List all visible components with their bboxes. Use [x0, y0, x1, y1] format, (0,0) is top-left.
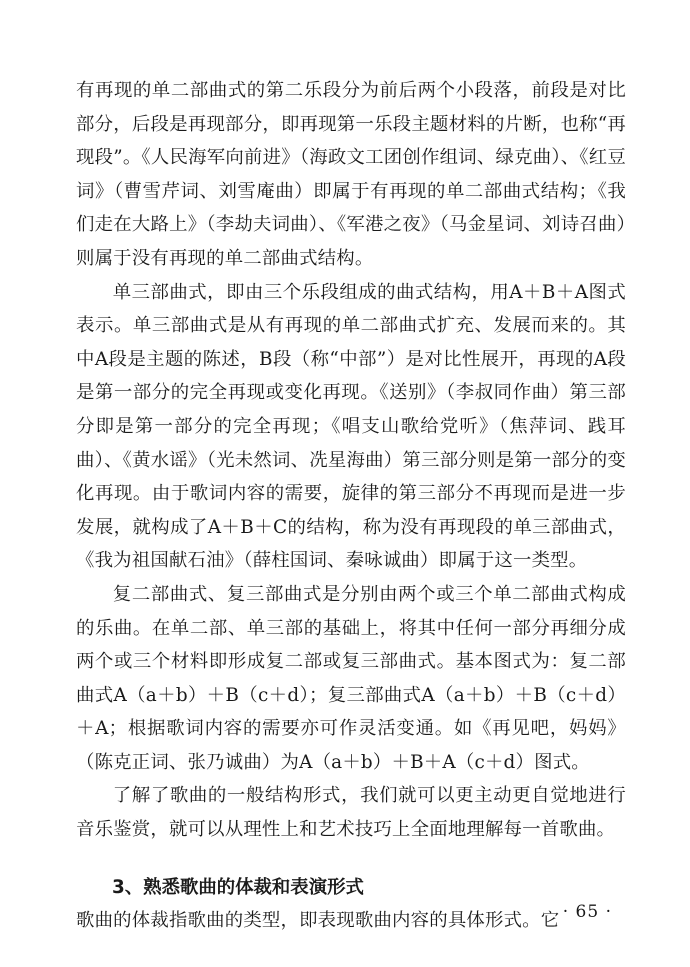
paragraph-3: 复二部曲式、复三部曲式是分别由两个或三个单二部曲式构成的乐曲。在单二部、单三部的基础上，将其中任何一部分再细分成两个或三个材料即形成复二部或复三部曲式。基本图式为：复二部曲式A（a＋b）＋B（c＋d）；复三部曲式A（a＋b）＋B（c＋d）＋A；根据歌词内容的需要亦可作灵活变通。如《再见吧，妈妈》（陈克正词、张乃诚曲）为A（a＋b）＋B＋A（c＋d）图式。 — [76, 583, 626, 773]
paragraph-1: 有再现的单二部曲式的第二乐段分为前后两个小段落，前段是对比部分，后段是再现部分，即再现第一乐段主题材料的片断，也称“再现段”。《人民海军向前进》（海政文工团创作组词、绿克曲）、《红豆词》（曹雪芹词、刘雪庵曲）即属于有再现的单二部曲式结构；《我们走在大路上》（李劫夫词曲）、《军港之夜》（马金星词、刘诗召曲）则属于没有再现的单二部曲式结构。 — [76, 80, 626, 269]
body-text — [76, 74, 626, 938]
paragraph-4: 了解了歌曲的一般结构形式，我们就可以更主动更自觉地进行音乐鉴赏，就可以从理性上和艺术技巧上全面地理解每一首歌曲。 — [76, 785, 626, 841]
final-paragraph: 歌曲的体裁指歌曲的类型，即表现歌曲内容的具体形式。它 — [76, 910, 560, 932]
page-number: · 65 · — [562, 902, 612, 922]
paragraph-2: 单三部曲式，即由三个乐段组成的曲式结构，用A＋B＋A图式表示。单三部曲式是从有再现的单二部曲式扩充、发展而来的。其中A段是主题的陈述，B段（称“中部”）是对比性展开，再现的A段是第一部分的完全再现或变化再现。《送别》（李叔同作曲）第三部分即是第一部分的完全再现；《唱支山歌给党听》（焦萍词、践耳曲）、《黄水谣》（光未然词、冼星海曲）第三部分则是第一部分的变化再现。由于歌词内容的需要，旋律的第三部分不再现而是进一步发展，就构成了A＋B＋C的结构，称为没有再现段的单三部曲式，《我为祖国献石油》（薛柱国词、秦咏诚曲）即属于这一类型。 — [76, 281, 626, 572]
section-heading: 3、熟悉歌曲的体裁和表演形式 — [112, 876, 364, 898]
